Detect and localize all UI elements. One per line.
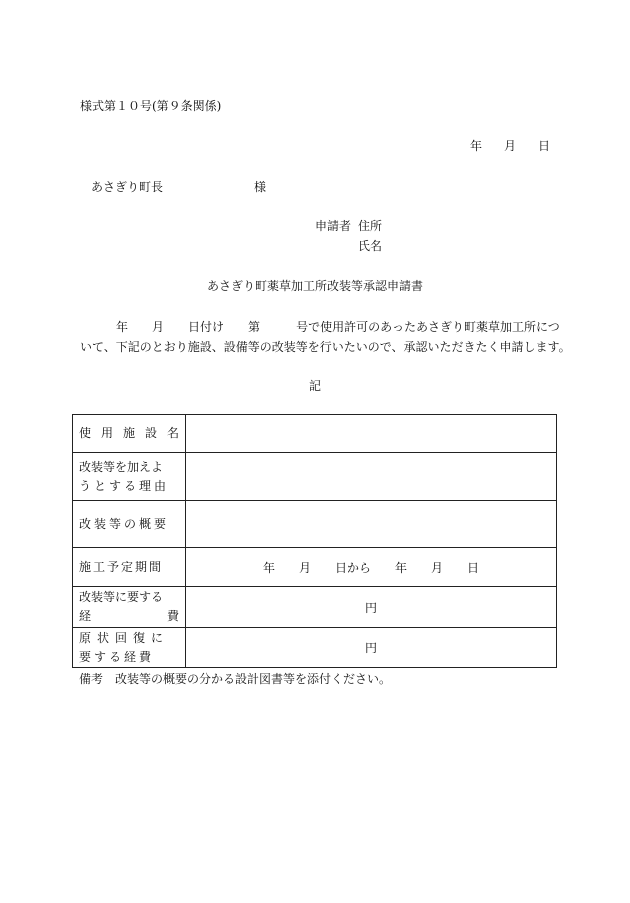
period-label-text: 施工予定期間: [79, 559, 164, 574]
date-day: 日: [537, 139, 550, 153]
body-dai: 第: [248, 320, 261, 334]
body-year: 年: [116, 320, 129, 334]
body-text: [80, 317, 571, 357]
cost-label: [73, 587, 186, 628]
body-line-1: [80, 317, 560, 337]
applicant-name-label: 氏名: [358, 239, 383, 253]
cost-label-line1: 改装等に要する: [79, 590, 164, 604]
restore-label: [73, 628, 186, 668]
overview-label-text: 改装等の概要: [79, 516, 170, 531]
body-line-2: いて、下記のとおり施設、設備等の改装等を行いたいので、承認いただきたく申請します。: [80, 340, 571, 354]
applicant-address-label: 住所: [358, 219, 383, 233]
application-table: [72, 414, 557, 668]
date-line: [470, 137, 550, 154]
form-number: 様式第１０号(第９条関係): [80, 99, 222, 113]
body-month: 月: [152, 320, 165, 334]
body-dated: 日付け: [188, 320, 225, 334]
document-title: あさぎり町薬草加工所改装等承認申請書: [206, 279, 423, 293]
restore-value[interactable]: [186, 628, 557, 668]
reason-label-line2: うとする理由: [79, 478, 170, 493]
reason-label: [73, 453, 186, 501]
addressee: あさぎり町長: [91, 180, 164, 194]
period-end-day: 日: [467, 560, 480, 575]
overview-label: [73, 501, 186, 548]
reason-label-line1: 改装等を加えよ: [79, 459, 164, 474]
row-reason: [73, 453, 557, 501]
remarks: 備考 改装等の概要の分かる設計図書等を添付ください。: [79, 672, 392, 686]
row-restore-cost: [73, 628, 557, 668]
period-end-year: 年: [395, 560, 408, 575]
ki-heading: 記: [308, 379, 321, 393]
restore-label-line1: 原状回復に: [79, 630, 170, 645]
body-line-1-rest: 号で使用許可のあったあさぎり町薬草加工所につ: [296, 320, 560, 334]
period-end-month: 月: [431, 560, 444, 575]
row-cost: [73, 587, 557, 628]
restore-label-line2: 要する経費: [79, 649, 155, 664]
facility-name-value[interactable]: [186, 415, 557, 453]
facility-name-label: [73, 415, 186, 453]
restore-unit: 円: [364, 641, 377, 655]
period-fields: [186, 559, 556, 576]
cost-value[interactable]: [186, 587, 557, 628]
period-start-year: 年: [262, 560, 275, 575]
applicant-label: 申請者: [315, 219, 352, 233]
period-value[interactable]: [186, 548, 557, 587]
period-label: [73, 548, 186, 587]
cost-label-line2: 経 費: [79, 609, 179, 623]
overview-value[interactable]: [186, 501, 557, 548]
date-month: 月: [503, 139, 516, 153]
period-start-month: 月: [298, 560, 311, 575]
row-facility-name: [73, 415, 557, 453]
period-start-day: 日から: [334, 560, 371, 575]
date-year: 年: [470, 139, 483, 153]
facility-name-text: 使 用 施 設 名: [79, 426, 179, 440]
addressee-honorific: 様: [254, 180, 267, 194]
cost-unit: 円: [364, 600, 377, 615]
row-overview: [73, 501, 557, 548]
reason-value[interactable]: [186, 453, 557, 501]
row-period: [73, 548, 557, 587]
